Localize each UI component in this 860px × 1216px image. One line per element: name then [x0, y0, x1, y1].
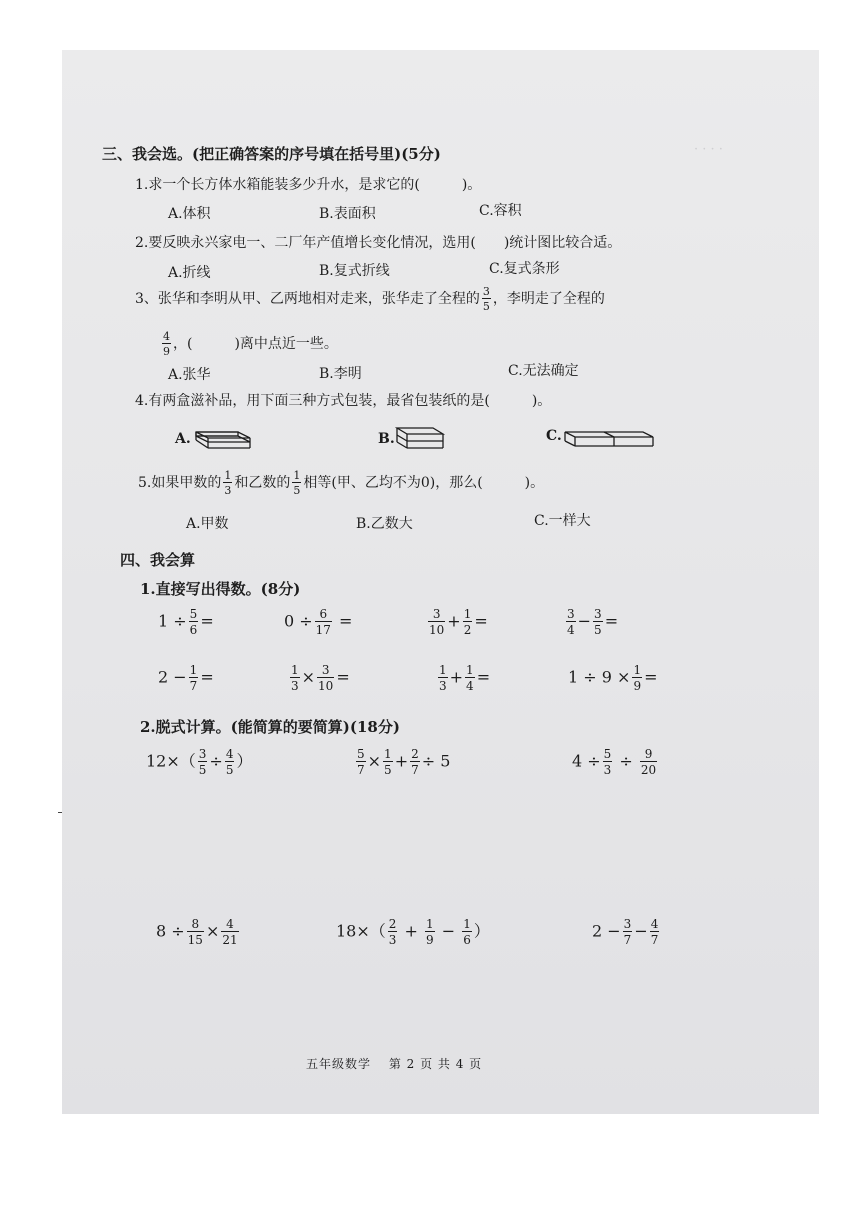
expr-text: 12×（ — [146, 751, 196, 771]
fraction-den: 3 — [439, 679, 447, 693]
q3-fraction-2-den: 9 — [163, 345, 170, 358]
fraction-num: 8 — [187, 918, 204, 932]
q5-text-part3: 相等(甲、乙均不为0)，那么( )。 — [303, 475, 545, 491]
q3-option-a: A.张华 — [168, 367, 211, 383]
fraction — [383, 748, 393, 776]
expr-text: 4 ÷ — [572, 751, 601, 771]
fraction — [187, 918, 204, 946]
fraction-num: 9 — [640, 748, 657, 762]
operator: × — [205, 921, 220, 941]
fraction — [198, 748, 208, 776]
fraction-num: 2 — [411, 747, 419, 761]
q3-option-c: C.无法确定 — [508, 363, 579, 379]
fraction-num: 5 — [189, 607, 198, 621]
fraction-den: 7 — [411, 763, 419, 777]
equals-sign: = — [474, 611, 488, 631]
q5-text — [138, 470, 544, 496]
fraction-den: 6 — [189, 623, 198, 637]
fraction — [356, 748, 366, 776]
bleed-through-text: · · · · — [694, 142, 723, 157]
q5-fraction-1-den: 3 — [224, 484, 232, 497]
q1-text: 1.求一个长方体水箱能装多少升水，是求它的( )。 — [135, 177, 482, 193]
operator: ÷ — [619, 751, 633, 771]
fraction-num: 1 — [463, 607, 472, 621]
fraction — [593, 608, 603, 636]
fraction — [410, 748, 420, 776]
fraction-den: 15 — [187, 933, 203, 947]
equals-sign: = — [476, 667, 491, 687]
expr-text: ÷ 5 — [421, 751, 451, 771]
fraction — [650, 918, 660, 946]
fraction-num: 1 — [291, 663, 299, 677]
fraction-den: 5 — [225, 763, 234, 777]
fraction — [632, 664, 642, 692]
fraction-den: 10 — [429, 623, 445, 637]
flat-box-package-icon — [194, 426, 252, 450]
calc-expr-2 — [284, 608, 352, 636]
q3-fraction-2 — [162, 331, 171, 357]
step-calc-6 — [592, 918, 661, 946]
fraction — [221, 918, 238, 946]
q5-option-b: B.乙数大 — [356, 516, 413, 532]
expr-text: 0 ÷ — [284, 611, 313, 631]
q5-text-part1: 5.如果甲数的 — [138, 475, 222, 491]
calc-expr-3 — [426, 608, 488, 636]
calc-expr-5 — [158, 664, 214, 692]
fraction — [462, 918, 472, 946]
fraction-den: 9 — [633, 679, 642, 693]
step-calc-1 — [146, 748, 252, 776]
step-calc-2 — [354, 748, 450, 776]
fraction-den: 7 — [357, 763, 365, 777]
q1-option-b: B.表面积 — [319, 206, 376, 222]
fraction-den: 3 — [291, 679, 299, 693]
section-3-title: 三、我会选。(把正确答案的序号填在括号里)(5分) — [102, 145, 441, 163]
fraction-den: 6 — [463, 933, 471, 947]
fraction-den: 3 — [388, 933, 397, 947]
fraction-num: 3 — [317, 664, 334, 678]
fraction-num: 1 — [384, 747, 392, 761]
fraction-den: 7 — [623, 933, 632, 947]
fraction-num: 5 — [357, 747, 365, 761]
q1-option-c: C.容积 — [479, 203, 522, 219]
fraction-num: 1 — [189, 663, 198, 677]
q3-fraction-1-num: 3 — [482, 285, 490, 298]
fraction-den: 17 — [315, 623, 331, 637]
fraction — [189, 608, 199, 636]
expr-text: ） — [236, 751, 253, 771]
fraction-den: 4 — [466, 679, 474, 693]
q5-fraction-2 — [292, 470, 301, 496]
fraction — [603, 748, 613, 776]
fraction-num: 3 — [428, 608, 445, 622]
fraction-den: 5 — [594, 623, 602, 637]
q5-fraction-2-den: 5 — [293, 484, 301, 497]
fraction-num: 1 — [466, 663, 474, 677]
calc-expr-8 — [568, 664, 657, 692]
q5-option-c: C.一样大 — [534, 513, 591, 529]
calc-expr-6 — [288, 664, 350, 692]
q5-fraction-1 — [223, 470, 232, 496]
fraction — [315, 608, 332, 636]
equals-sign: = — [336, 667, 350, 687]
fraction-num: 6 — [315, 608, 332, 622]
calc-expr-7 — [436, 664, 490, 692]
fraction-num: 2 — [388, 917, 397, 931]
fraction-den: 7 — [650, 933, 659, 947]
q5-fraction-2-num: 1 — [293, 469, 301, 482]
fraction-den: 5 — [384, 763, 392, 777]
q2-option-b: B.复式折线 — [319, 263, 390, 279]
fraction — [566, 608, 576, 636]
operator: + — [447, 611, 461, 631]
section-4-sub2-title: 2.脱式计算。(能简算的要简算)(18分) — [140, 718, 400, 736]
q4-text: 4.有两盒滋补品，用下面三种方式包装，最省包装纸的是( )。 — [135, 393, 552, 409]
fraction-num: 3 — [623, 917, 632, 931]
side-by-side-box-package-icon — [563, 426, 655, 448]
expr-text: 1 ÷ 9 × — [568, 667, 631, 687]
fraction — [428, 608, 445, 636]
expr-text: 18×（ — [336, 921, 386, 941]
equals-sign: = — [339, 611, 353, 631]
operator: + — [449, 667, 464, 687]
calc-expr-4 — [564, 608, 618, 636]
fraction-den: 20 — [640, 763, 657, 777]
fraction-num: 3 — [594, 607, 602, 621]
fraction-den: 7 — [189, 679, 198, 693]
operator: − — [634, 921, 648, 941]
equals-sign: = — [200, 611, 214, 631]
q3-line1 — [135, 286, 605, 312]
fraction-num: 4 — [225, 747, 234, 761]
q5-fraction-1-num: 1 — [224, 469, 232, 482]
fraction-num: 1 — [633, 663, 642, 677]
operator: − — [577, 611, 592, 631]
fraction-den: 2 — [463, 623, 472, 637]
q3-text-part2: ，李明走了全程的 — [492, 291, 605, 307]
fraction-den: 3 — [603, 763, 612, 777]
fraction — [317, 664, 334, 692]
fraction — [640, 748, 657, 776]
fraction-num: 3 — [198, 747, 207, 761]
q5-option-a: A.甲数 — [186, 516, 229, 532]
expr-text: 1 ÷ — [158, 611, 187, 631]
section-4-title: 四、我会算 — [120, 551, 196, 569]
q3-line2 — [160, 331, 338, 357]
step-calc-5 — [336, 918, 490, 946]
fraction-num: 1 — [463, 917, 471, 931]
fraction-num: 1 — [439, 663, 447, 677]
operator: × — [367, 751, 382, 771]
fraction — [438, 664, 448, 692]
fraction — [465, 664, 475, 692]
exam-sheet — [62, 50, 819, 1114]
q4-option-a-label: A. — [175, 431, 191, 447]
q1-option-a: A.体积 — [168, 206, 211, 222]
equals-sign: = — [604, 611, 619, 631]
operator: × — [301, 667, 316, 687]
expr-text: 2 − — [158, 667, 187, 687]
fraction — [388, 918, 398, 946]
q3-text-part3: ，( )离中点近一些。 — [173, 336, 338, 352]
q5-text-part2: 和乙数的 — [234, 475, 291, 491]
operator: − — [441, 921, 456, 941]
fraction-num: 4 — [650, 917, 659, 931]
page-footer: 五年级数学 第 2 页 共 4 页 — [306, 1057, 483, 1071]
fraction-num: 3 — [567, 607, 575, 621]
expr-text: 2 − — [592, 921, 621, 941]
fraction-num: 1 — [426, 917, 434, 931]
q2-option-c: C.复式条形 — [489, 261, 560, 277]
section-4-sub1-title: 1.直接写出得数。(8分) — [140, 580, 301, 598]
q3-fraction-1 — [482, 286, 491, 312]
operator: + — [404, 921, 418, 941]
fraction-num: 5 — [603, 747, 612, 761]
fraction-den: 21 — [222, 933, 238, 947]
equals-sign: = — [200, 667, 214, 687]
fraction — [463, 608, 473, 636]
q4-option-b-label: B. — [378, 431, 395, 447]
q3-fraction-1-den: 5 — [482, 300, 490, 313]
step-calc-4 — [156, 918, 241, 946]
fraction — [225, 748, 235, 776]
fraction-den: 4 — [567, 623, 575, 637]
q3-option-b: B.李明 — [319, 366, 362, 382]
fraction — [425, 918, 435, 946]
fraction — [290, 664, 300, 692]
operator: ÷ — [209, 751, 223, 771]
operator: + — [394, 751, 409, 771]
stacked-box-package-icon — [395, 424, 445, 450]
q4-option-c-label: C. — [546, 428, 562, 444]
q2-text: 2.要反映永兴家电一、二厂年产值增长变化情况，选用( )统计图比较合适。 — [135, 235, 622, 251]
q3-fraction-2-num: 4 — [163, 330, 170, 343]
fraction — [189, 664, 199, 692]
step-calc-3 — [572, 748, 659, 776]
fraction — [623, 918, 633, 946]
expr-text: 8 ÷ — [156, 921, 185, 941]
equals-sign: = — [644, 667, 658, 687]
expr-text: ） — [473, 921, 490, 941]
fraction-den: 10 — [318, 679, 334, 693]
q2-option-a: A.折线 — [168, 265, 211, 281]
q3-text-part1: 3、张华和李明从甲、乙两地相对走来，张华走了全程的 — [135, 291, 480, 307]
fraction-den: 5 — [198, 763, 207, 777]
fraction-den: 9 — [426, 933, 434, 947]
calc-expr-1 — [158, 608, 214, 636]
fraction-num: 4 — [221, 918, 238, 932]
